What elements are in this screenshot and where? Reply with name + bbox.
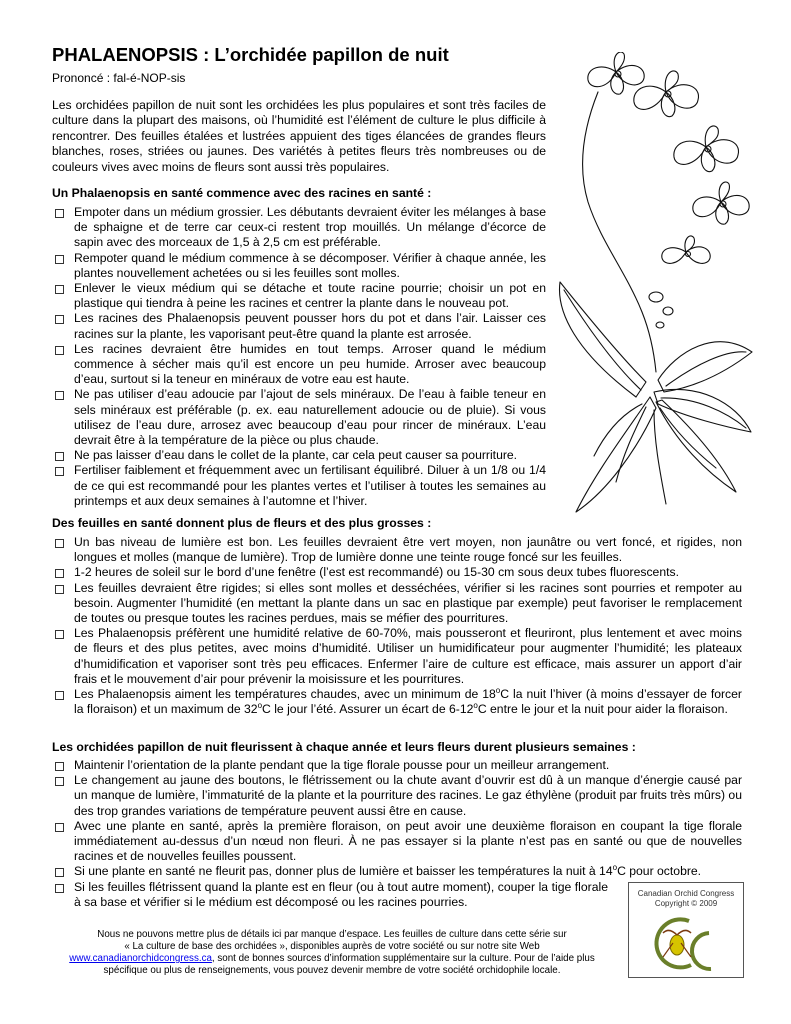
checkbox-bullet-icon <box>55 691 64 700</box>
list-item: Un bas niveau de lumière est bon. Les feuilles devraient être vert moyen, non jaunâtre ou vert foncé, et rigides, non longues et molles (manque de lumière). Trop de lumière donne une teinte rouge foncé sur les feuilles. <box>52 535 742 565</box>
list-item: Ne pas utiliser d’eau adoucie par l’ajout de sels minéraux. De l’eau à faible teneur en sels minéraux est préférable (p. ex. eau naturellement adoucie ou de pluie). Si vous utilisez de l’eau dure, arrosez avec beaucoup d’eau pour rincer de minéraux. L’eau devrait être à la température de la pièce ou plus chaude. <box>52 387 546 448</box>
checkbox-bullet-icon <box>55 630 64 639</box>
list-item: Rempoter quand le médium commence à se décomposer. Vérifier à chaque année, les plantes nouvellement achetées ou si les feuilles sont molles. <box>52 251 546 281</box>
list-item: Fertiliser faiblement et fréquemment avec un fertilisant équilibré. Diluer à un 1/8 ou 1/4 de ce qui est recommandé pour les plantes vertes et l’utiliser à toutes les semaines au printemps et aux deux semaines à l’automne et l’hiver. <box>52 463 546 509</box>
checkbox-bullet-icon <box>55 285 64 294</box>
list-item: Les Phalaenopsis préfèrent une humidité relative de 60-70%, mais pousseront et fleuriront, plus lentement et avec moins de fleurs et des plus petites, avec moins d’humidité. Utiliser un humidificateur pour augmenter l’humidité; les plateaux d’humidification et vaporiser sont très peu efficaces. Enfermer l’aire de culture est efficace, mais assurer un apport d’air frais et le mouvement d’air pour prévenir la moisissure et les pourritures. <box>52 626 742 687</box>
section-flowers-title: Les orchidées papillon de nuit fleurissent à chaque année et leurs fleurs durent plusieurs semaines : <box>52 740 636 754</box>
list-item: Enlever le vieux médium qui se détache et toute racine pourrie; choisir un pot en plastique qui tiendra à peine les racines et centrer la plante dans le nouveau pot. <box>52 281 546 311</box>
checkbox-bullet-icon <box>55 255 64 264</box>
checkbox-bullet-icon <box>55 868 64 877</box>
checkbox-bullet-icon <box>55 209 64 218</box>
checkbox-bullet-icon <box>55 585 64 594</box>
checkbox-bullet-icon <box>55 569 64 578</box>
list-item: 1-2 heures de soleil sur le bord d’une fenêtre (l’est est recommandé) ou 15-30 cm sous deux tubes fluorescents. <box>52 565 742 580</box>
intro-paragraph: Les orchidées papillon de nuit sont les orchidées les plus populaires et sont très faciles de culture dans la plupart des maisons, où l’humidité est l’élément de culture le plus difficile à rencontrer. Des feuilles étalées et lustrées appuient des tiges élancées de grandes fleurs blanches, roses, striées ou jaunes. Des variétés à petites fleurs très nombreuses ou de couleurs vives avec moins de fleurs sont aussi très populaires. <box>52 98 546 174</box>
section-leaves-title: Des feuilles en santé donnent plus de fleurs et des plus grosses : <box>52 516 432 530</box>
list-item: Les racines des Phalaenopsis peuvent pousser hors du pot et dans l’air. Laisser ces racines sur la plante, les vaporisant peut-être quand la plante est arrosée. <box>52 311 546 341</box>
checkbox-bullet-icon <box>55 467 64 476</box>
footer-note: Nous ne pouvons mettre plus de détails ici par manque d’espace. Les feuilles de culture dans cette série sur « La culture de base des orchidées », disponibles auprès de votre société ou sur notre site Web www.canadianorchidcongress.ca, sont de bonnes sources d’information supplémentaire sur la culture. Pour de l’aide plus spécifique ou plus de renseignements, vous pouvez devenir membre de votre société orchidophile locale. <box>69 929 595 976</box>
list-item: Les racines devraient être humides en tout temps. Arroser quand le médium commence à sécher mais qu’il est encore un peu humide. Arroser avec beaucoup d’eau, surtout si la teneur en minéraux de votre eau est haute. <box>52 342 546 388</box>
list-item: Empoter dans un médium grossier. Les débutants devraient éviter les mélanges à base de sphaigne et de terre car ceux-ci restent trop mouillés. Un mélange d’écorce de sapin avec des morceaux de 1,5 à 2,5 cm est préférable. <box>52 205 546 251</box>
checkbox-bullet-icon <box>55 452 64 461</box>
list-item: Les Phalaenopsis aiment les températures chaudes, avec un minimum de 18$^o$C la nuit l’hiver (à moins d’essayer de forcer la floraison) et un maximum de 32$^o$C le jour l’été. Assurer un écart de 6-12$^o$C entre le jour et la nuit pour aider la floraison. <box>52 687 742 717</box>
checkbox-bullet-icon <box>55 346 64 355</box>
checkbox-bullet-icon <box>55 762 64 771</box>
section-leaves-list <box>52 535 742 717</box>
checkbox-bullet-icon <box>55 391 64 400</box>
list-item: Le changement au jaune des boutons, le flétrissement ou la chute avant d’ouvrir est dû à un manque d’énergie causé par un manque de lumière, l’immaturité de la plante et la pourriture des racines. Le gaz éthylène (produit par fruits très mûrs) ou des trop grandes variations de température peuvent aussi être en cause. <box>52 773 742 819</box>
page-title: PHALAENOPSIS : L’orchidée papillon de nuit <box>52 44 449 65</box>
list-item: Si les feuilles flétrissent quand la plante est en fleur (ou à tout autre moment), couper la tige florale à sa base et vérifier si le médium est décomposé ou les racines pourries. <box>52 880 608 910</box>
website-link[interactable]: www.canadianorchidcongress.ca <box>69 953 212 964</box>
section-roots-title: Un Phalaenopsis en santé commence avec des racines en santé : <box>52 186 432 200</box>
list-item: Avec une plante en santé, après la première floraison, on peut avoir une deuxième floraison en coupant la tige florale immédiatement au-dessus d’un nœud non fleuri. À ne pas essayer si la plante n’est pas en santé ou que de nouvelles racines et de nouvelles feuilles poussent. <box>52 819 742 865</box>
checkbox-bullet-icon <box>55 884 64 893</box>
list-item: Maintenir l’orientation de la plante pendant que la tige florale pousse pour un meilleur arrangement. <box>52 758 742 773</box>
checkbox-bullet-icon <box>55 823 64 832</box>
list-item: Si une plante en santé ne fleurit pas, donner plus de lumière et baisser les températures la nuit à 14$^o$C pour octobre. <box>52 864 742 879</box>
checkbox-bullet-icon <box>55 315 64 324</box>
phalaenopsis-illustration <box>546 52 768 524</box>
canadian-orchid-congress-logo: Canadian Orchid Congress Copyright © 2009 <box>628 882 744 978</box>
orchid-logo-icon <box>629 883 745 979</box>
checkbox-bullet-icon <box>55 539 64 548</box>
pronunciation: Prononcé : fal-é-NOP-sis <box>52 71 186 85</box>
list-item: Ne pas laisser d’eau dans le collet de la plante, car cela peut causer sa pourriture. <box>52 448 546 463</box>
list-item: Les feuilles devraient être rigides; si elles sont molles et desséchées, vérifier si les racines sont pourries et rempoter au besoin. Augmenter l’humidité (en mettant la plante dans un sac en plastique par exemple) peut favoriser le remplacement de toutes ou presque toutes les racines perdues, mais se méfier des pourritures. <box>52 581 742 627</box>
section-roots-list <box>52 205 546 509</box>
checkbox-bullet-icon <box>55 777 64 786</box>
